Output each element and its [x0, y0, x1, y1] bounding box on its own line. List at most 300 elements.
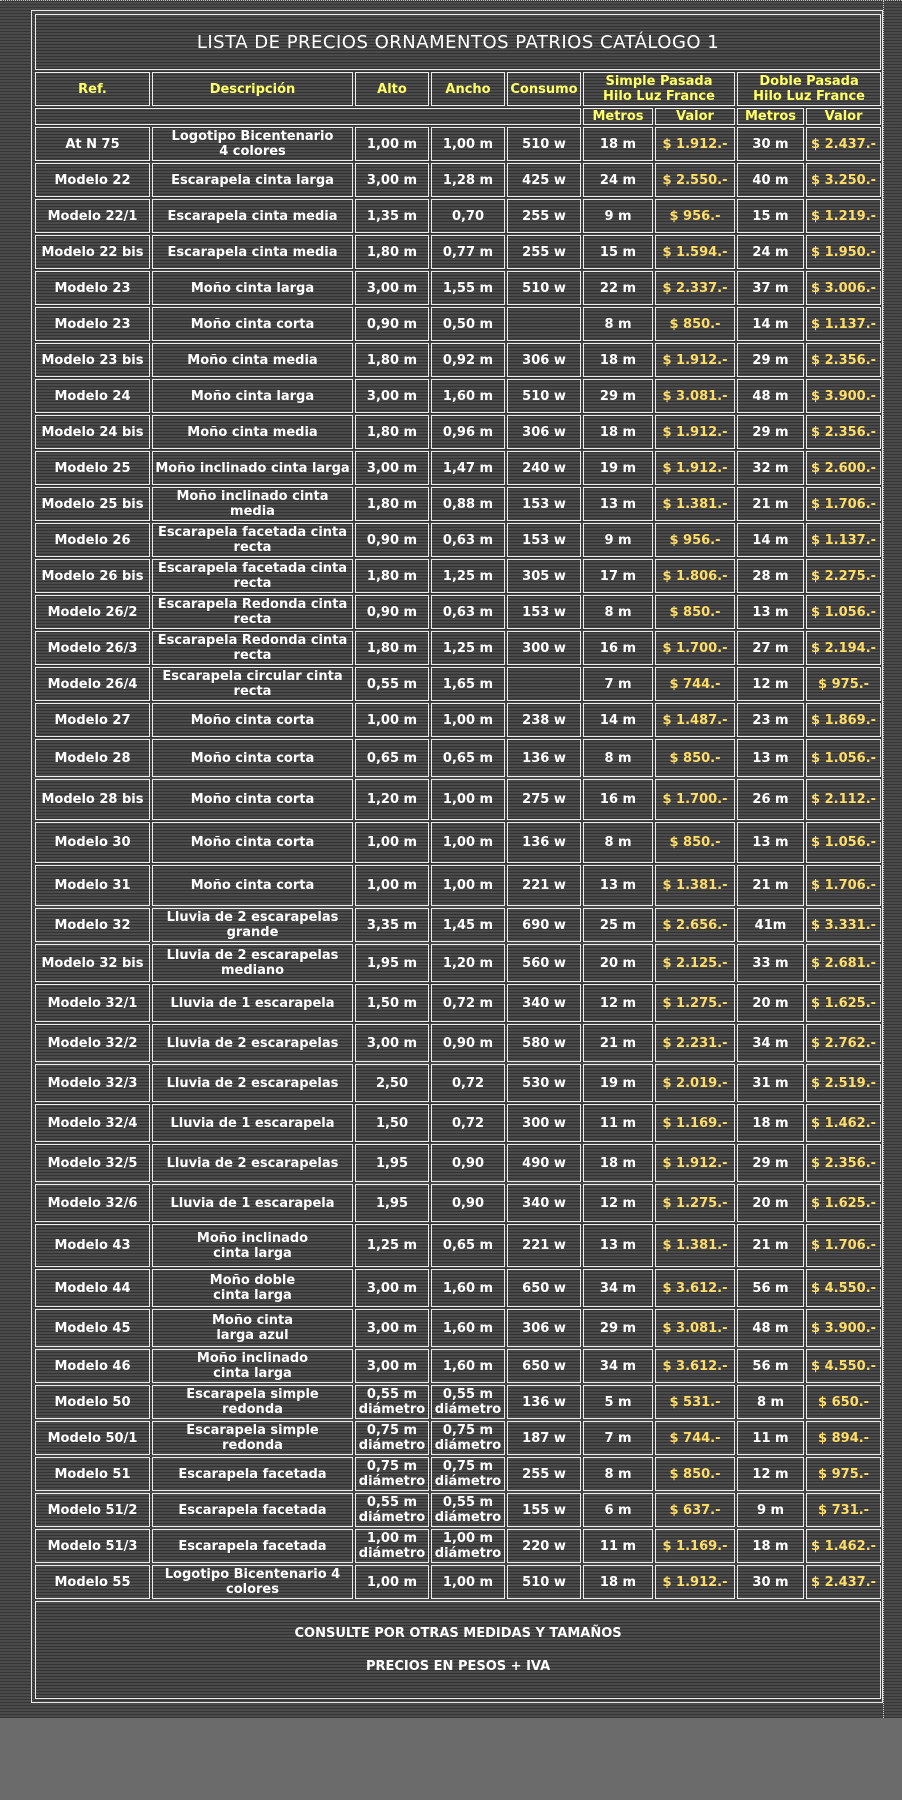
col-doble-metros-text: 26 m: [752, 792, 789, 807]
col-descripcion-text: Logotipo Bicentenario: [171, 129, 334, 144]
col-doble-valor-text: $ 4.550.-: [811, 1280, 877, 1296]
col-ref: [35, 1421, 150, 1455]
col-doble-valor-text: $ 2.519.-: [811, 1075, 877, 1091]
col-alto: [355, 779, 429, 820]
col-ref: [35, 595, 150, 629]
table-row: [35, 343, 881, 377]
col-simple-valor-text: $ 2.019.-: [662, 1075, 728, 1091]
col-descripcion-text: Escarapela cinta media: [167, 244, 338, 260]
col-descripcion-text: Moño inclinado cinta media: [176, 489, 329, 519]
col-ancho-text: 0,63 m: [442, 532, 494, 548]
header-ref: Ref.: [35, 72, 150, 106]
col-ancho-text: 0,96 m: [442, 424, 494, 440]
col-descripcion: [152, 343, 353, 377]
col-doble-valor: [806, 199, 881, 233]
col-alto: [355, 908, 429, 942]
col-alto-text: 1,00 m: [366, 136, 418, 152]
col-doble-valor-text: $ 2.194.-: [811, 640, 877, 656]
col-ref-text: Modelo 32/1: [47, 995, 138, 1011]
col-ancho: [431, 779, 505, 820]
col-consumo: [507, 631, 581, 665]
col-alto: [355, 523, 429, 557]
col-consumo: [507, 1349, 581, 1383]
col-ref: [35, 1309, 150, 1347]
col-doble-metros: [737, 667, 804, 701]
col-simple-metros-text: 18 m: [599, 424, 637, 440]
col-doble-valor: [806, 343, 881, 377]
col-ancho: [431, 523, 505, 557]
col-simple-valor-text: $ 531.-: [669, 1394, 721, 1410]
table-row: [35, 865, 881, 906]
col-doble-valor-text: $ 1.625.-: [811, 1195, 877, 1211]
col-doble-valor-text: $ 1.869.-: [811, 712, 877, 728]
col-simple-valor: [655, 631, 735, 665]
col-simple-valor: [655, 1064, 735, 1102]
col-alto: [355, 1024, 429, 1062]
col-doble-valor-text: $ 650.-: [818, 1394, 870, 1410]
col-simple-metros-text: 19 m: [599, 460, 637, 476]
col-descripcion-text: recta: [233, 612, 272, 627]
col-simple-metros-text: 7 m: [604, 676, 632, 692]
col-simple-metros: [583, 1385, 653, 1419]
col-doble-metros: [737, 822, 804, 863]
col-descripcion-text: Escarapela facetada cinta: [157, 561, 348, 576]
col-simple-valor-text: $ 1.806.-: [662, 568, 728, 584]
table-row: [35, 595, 881, 629]
col-alto-text: 3,00 m: [366, 388, 418, 404]
col-alto-text: 0,65 m: [366, 750, 418, 766]
col-ancho-text: 0,90: [451, 1155, 485, 1171]
col-doble-valor-text: $ 2.437.-: [811, 136, 877, 152]
col-simple-valor-text: $ 1.487.-: [662, 712, 728, 728]
col-simple-valor-text: $ 850.-: [669, 750, 721, 766]
col-doble-metros: [737, 1104, 804, 1142]
col-doble-valor: [806, 127, 881, 161]
col-alto: [355, 1064, 429, 1102]
col-simple-valor-text: $ 1.381.-: [662, 496, 728, 512]
col-simple-metros: [583, 415, 653, 449]
col-doble-metros-text: 29 m: [752, 352, 789, 368]
col-descripcion: [152, 703, 353, 737]
col-doble-valor: [806, 235, 881, 269]
table-row: [35, 415, 881, 449]
col-ref: [35, 343, 150, 377]
col-consumo-text: 153 w: [522, 604, 566, 620]
col-descripcion: [152, 1385, 353, 1419]
col-doble-valor: [806, 703, 881, 737]
col-descripcion-text: Escarapela circular cinta recta: [162, 669, 343, 699]
table-row: [35, 1144, 881, 1182]
col-ref: [35, 1224, 150, 1267]
col-simple-valor-text: $ 2.231.-: [662, 1035, 728, 1051]
col-ref: [35, 559, 150, 593]
col-simple-metros: [583, 1024, 653, 1062]
col-doble-metros: [737, 379, 804, 413]
col-simple-metros-text: 8 m: [604, 835, 632, 850]
col-doble-valor: [806, 631, 881, 665]
col-alto: [355, 343, 429, 377]
col-doble-valor: [806, 1104, 881, 1142]
col-ref: [35, 1064, 150, 1102]
col-alto: [355, 1349, 429, 1383]
col-simple-valor: [655, 822, 735, 863]
col-alto-text: 1,25 m: [366, 1238, 418, 1253]
col-ancho: [431, 1349, 505, 1383]
col-doble-valor: [806, 1024, 881, 1062]
col-ancho-text: 0,55 m: [442, 1387, 494, 1402]
col-consumo-text: 275 w: [522, 792, 566, 807]
col-alto-text: 0,55 m: [366, 676, 418, 692]
col-ancho: [431, 1104, 505, 1142]
col-simple-metros: [583, 199, 653, 233]
col-simple-valor-text: $ 2.550.-: [662, 172, 728, 188]
footer-notes: [35, 1601, 881, 1699]
col-alto: [355, 667, 429, 701]
col-simple-metros-text: 5 m: [604, 1394, 632, 1410]
col-doble-valor: [806, 667, 881, 701]
col-alto: [355, 1421, 429, 1455]
col-ancho: [431, 1565, 505, 1599]
col-simple-valor: [655, 343, 735, 377]
col-descripcion: [152, 199, 353, 233]
col-simple-metros-text: 24 m: [599, 172, 637, 188]
col-simple-valor: [655, 1385, 735, 1419]
table-row: [35, 379, 881, 413]
col-consumo-text: 690 w: [522, 917, 566, 933]
col-descripcion-text: recta: [233, 540, 272, 555]
col-simple-valor-text: $ 1.912.-: [662, 460, 728, 476]
col-doble-metros-text: 12 m: [752, 676, 789, 692]
col-consumo-text: 300 w: [522, 1115, 566, 1131]
col-consumo: [507, 307, 581, 341]
col-simple-valor: [655, 1457, 735, 1491]
table-row: [35, 1184, 881, 1222]
col-doble-metros-text: 15 m: [752, 208, 789, 224]
col-alto-text: 1,80 m: [366, 424, 418, 440]
col-ref-text: Modelo 51/2: [47, 1502, 138, 1518]
col-ancho-text: diámetro: [434, 1402, 502, 1417]
col-consumo-text: 510 w: [522, 280, 566, 296]
col-simple-valor-text: $ 3.612.-: [662, 1358, 728, 1374]
col-ref: [35, 703, 150, 737]
col-ancho: [431, 1224, 505, 1267]
col-alto-text: 1,50: [375, 1115, 409, 1131]
col-consumo: [507, 451, 581, 485]
col-consumo-text: 650 w: [522, 1358, 566, 1374]
col-ref: [35, 1565, 150, 1599]
col-alto-text: 1,80 m: [366, 496, 418, 512]
col-simple-valor-text: $ 2.337.-: [662, 280, 728, 296]
col-alto: [355, 595, 429, 629]
table-row: [35, 1529, 881, 1563]
col-simple-metros: [583, 1529, 653, 1563]
col-simple-valor-text: $ 1.700.-: [662, 640, 728, 656]
col-ancho-text: 0,90: [451, 1195, 485, 1211]
col-ancho: [431, 739, 505, 777]
col-consumo-text: 306 w: [522, 424, 566, 440]
col-ancho: [431, 343, 505, 377]
header-simple-pasada: [583, 72, 735, 106]
col-doble-metros: [737, 1565, 804, 1599]
col-ref-text: Modelo 26/3: [47, 640, 138, 656]
col-descripcion: [152, 908, 353, 942]
col-descripcion-text: Escarapela facetada: [178, 1502, 327, 1518]
col-ref: [35, 415, 150, 449]
col-alto-text: 1,80 m: [366, 568, 418, 584]
col-alto-text: diámetro: [358, 1402, 426, 1417]
col-consumo: [507, 127, 581, 161]
col-doble-valor: [806, 1184, 881, 1222]
col-simple-valor-text: $ 3.081.-: [662, 388, 728, 404]
col-doble-metros: [737, 908, 804, 942]
title-row: [35, 14, 881, 70]
col-doble-valor-text: $ 1.137.-: [811, 316, 877, 332]
page-title: LISTA DE PRECIOS ORNAMENTOS PATRIOS CATÁLOGO 1: [35, 14, 881, 70]
col-descripcion-text: Moño cinta media: [187, 424, 318, 440]
col-ancho-text: 1,00 m: [442, 878, 494, 893]
col-doble-metros-text: 18 m: [752, 1115, 789, 1131]
subheader-row: [35, 108, 881, 125]
col-doble-valor-text: $ 1.625.-: [811, 995, 877, 1011]
col-descripcion-text: grande: [226, 925, 279, 940]
header-doble-valor: Valor: [806, 108, 881, 125]
col-ancho-text: 0,75 m: [442, 1423, 494, 1438]
col-consumo-text: 510 w: [522, 388, 566, 404]
col-alto: [355, 1565, 429, 1599]
col-ancho-text: 1,60 m: [442, 1320, 494, 1336]
col-doble-metros: [737, 559, 804, 593]
col-alto: [355, 1144, 429, 1182]
table-row: [35, 163, 881, 197]
col-simple-valor: [655, 451, 735, 485]
col-ref-text: Modelo 23: [54, 316, 131, 332]
col-ancho-text: 1,28 m: [442, 172, 494, 188]
table-row: [35, 822, 881, 863]
table-row: [35, 307, 881, 341]
col-doble-metros-text: 18 m: [752, 1538, 789, 1554]
col-consumo: [507, 703, 581, 737]
col-descripcion-text: larga azul: [216, 1328, 289, 1343]
col-simple-valor: [655, 1565, 735, 1599]
col-ancho-text: 1,00 m: [442, 136, 494, 152]
table-row: [35, 487, 881, 521]
col-simple-valor: [655, 865, 735, 906]
col-doble-metros-text: 56 m: [752, 1280, 789, 1296]
col-doble-valor-text: $ 2.275.-: [811, 568, 877, 584]
col-ancho-text: 1,00 m: [442, 1531, 494, 1546]
col-doble-metros-text: 21 m: [752, 1238, 789, 1253]
col-simple-metros: [583, 379, 653, 413]
col-doble-metros-text: 9 m: [756, 1502, 785, 1518]
col-simple-valor: [655, 379, 735, 413]
col-consumo-text: 187 w: [522, 1430, 566, 1446]
col-simple-valor-text: $ 1.169.-: [662, 1538, 728, 1554]
col-simple-metros-text: 13 m: [599, 496, 637, 512]
col-consumo: [507, 944, 581, 982]
col-doble-valor-text: $ 2.437.-: [811, 1574, 877, 1590]
col-ref: [35, 739, 150, 777]
col-consumo: [507, 1024, 581, 1062]
col-consumo-text: 490 w: [522, 1155, 566, 1171]
col-doble-valor: [806, 779, 881, 820]
col-ref-text: Modelo 28 bis: [41, 792, 144, 807]
col-descripcion: [152, 1309, 353, 1347]
col-simple-metros: [583, 1104, 653, 1142]
col-doble-metros-text: 20 m: [752, 1195, 789, 1211]
col-ancho: [431, 307, 505, 341]
col-descripcion-text: Moño cinta corta: [190, 316, 315, 332]
col-descripcion-text: mediano: [220, 963, 285, 978]
col-alto: [355, 703, 429, 737]
col-simple-metros: [583, 1349, 653, 1383]
col-simple-metros-text: 8 m: [604, 316, 632, 332]
col-alto-text: 1,20 m: [366, 792, 418, 807]
col-ref: [35, 163, 150, 197]
col-doble-metros-text: 20 m: [752, 995, 789, 1011]
col-simple-metros-text: 9 m: [604, 208, 632, 224]
col-doble-metros: [737, 451, 804, 485]
col-doble-metros-text: 13 m: [752, 835, 789, 850]
col-ref: [35, 822, 150, 863]
col-simple-metros-text: 11 m: [599, 1115, 637, 1131]
col-simple-metros: [583, 984, 653, 1022]
table-row: [35, 779, 881, 820]
col-ref-text: Modelo 32/2: [47, 1035, 138, 1051]
col-simple-valor-text: $ 3.612.-: [662, 1280, 728, 1296]
col-simple-metros-text: 22 m: [599, 280, 637, 296]
col-ancho-text: 0,90 m: [442, 1035, 494, 1051]
col-simple-valor: [655, 1184, 735, 1222]
col-descripcion: [152, 822, 353, 863]
col-doble-metros-text: 14 m: [752, 532, 789, 548]
col-simple-valor-text: $ 1.275.-: [662, 995, 728, 1011]
col-simple-valor-text: $ 637.-: [669, 1502, 721, 1518]
col-descripcion-text: Moño cinta corta: [190, 712, 315, 728]
col-ref-text: Modelo 24 bis: [41, 424, 144, 440]
col-descripcion-text: Escarapela cinta larga: [171, 172, 334, 188]
col-ref: [35, 1385, 150, 1419]
col-consumo: [507, 235, 581, 269]
col-ancho-text: 1,00 m: [442, 712, 494, 728]
col-descripcion: [152, 1421, 353, 1455]
col-ancho: [431, 1064, 505, 1102]
col-alto: [355, 1184, 429, 1222]
col-ref: [35, 1184, 150, 1222]
col-consumo-text: 255 w: [522, 208, 566, 224]
col-simple-valor-text: $ 1.912.-: [662, 1155, 728, 1171]
col-doble-metros-text: 21 m: [752, 878, 789, 893]
col-consumo: [507, 1104, 581, 1142]
col-descripcion: [152, 739, 353, 777]
col-consumo-text: 136 w: [522, 750, 566, 766]
col-simple-metros: [583, 1421, 653, 1455]
col-doble-metros-text: 23 m: [752, 712, 789, 728]
col-doble-metros-text: 12 m: [752, 1466, 789, 1482]
col-ref-text: Modelo 55: [54, 1574, 131, 1590]
col-ancho: [431, 944, 505, 982]
table-row: [35, 984, 881, 1022]
col-consumo: [507, 1529, 581, 1563]
col-simple-metros-text: 12 m: [599, 1195, 637, 1211]
col-doble-metros-text: 28 m: [752, 568, 789, 584]
col-ref: [35, 908, 150, 942]
table-row: [35, 1309, 881, 1347]
col-simple-metros-text: 6 m: [604, 1502, 632, 1518]
col-doble-valor-text: $ 1.706.-: [811, 496, 877, 512]
col-descripcion: [152, 1493, 353, 1527]
col-ref: [35, 235, 150, 269]
table-row: [35, 559, 881, 593]
col-ref-text: Modelo 22: [54, 172, 131, 188]
col-doble-valor: [806, 523, 881, 557]
col-descripcion-text: Lluvia de 2 escarapelas: [166, 910, 339, 925]
col-doble-metros-text: 56 m: [752, 1358, 789, 1374]
col-descripcion: [152, 451, 353, 485]
col-simple-valor: [655, 779, 735, 820]
col-simple-metros: [583, 779, 653, 820]
col-doble-valor-text: $ 2.356.-: [811, 352, 877, 368]
col-alto: [355, 271, 429, 305]
subheader-spacer: [35, 108, 581, 125]
col-alto: [355, 163, 429, 197]
col-descripcion-text: Moño cinta media: [187, 352, 318, 368]
col-ref: [35, 1457, 150, 1491]
col-ancho: [431, 271, 505, 305]
col-ancho: [431, 1493, 505, 1527]
col-simple-metros-text: 18 m: [599, 352, 637, 368]
col-ancho: [431, 1529, 505, 1563]
col-descripcion-text: Moño cinta corta: [190, 750, 315, 766]
col-simple-valor: [655, 984, 735, 1022]
col-ref: [35, 451, 150, 485]
col-ancho: [431, 908, 505, 942]
col-ancho-text: 1,60 m: [442, 1280, 494, 1296]
col-doble-valor: [806, 1064, 881, 1102]
col-descripcion-text: Moño cinta corta: [190, 792, 315, 807]
col-descripcion-text: Moño cinta corta: [190, 878, 315, 893]
col-consumo: [507, 984, 581, 1022]
col-consumo: [507, 779, 581, 820]
table-row: [35, 739, 881, 777]
col-alto: [355, 127, 429, 161]
col-descripcion-text: Moño doble: [209, 1273, 296, 1288]
col-alto: [355, 1309, 429, 1347]
header-simple-valor: Valor: [655, 108, 735, 125]
col-ancho: [431, 984, 505, 1022]
col-ancho: [431, 631, 505, 665]
col-ancho-text: 1,00 m: [442, 1574, 494, 1590]
col-alto: [355, 865, 429, 906]
col-simple-valor-text: $ 850.-: [669, 835, 721, 850]
col-descripcion: [152, 379, 353, 413]
col-descripcion-text: recta: [233, 576, 272, 591]
col-ref: [35, 523, 150, 557]
table-row: [35, 631, 881, 665]
col-simple-metros-text: 12 m: [599, 995, 637, 1011]
col-ancho-text: 0,63 m: [442, 604, 494, 620]
col-doble-metros-text: 34 m: [752, 1035, 789, 1051]
col-simple-metros-text: 19 m: [599, 1075, 637, 1091]
col-ancho-text: 1,60 m: [442, 1358, 494, 1374]
col-ref: [35, 1493, 150, 1527]
col-consumo: [507, 1184, 581, 1222]
col-consumo-text: 305 w: [522, 568, 566, 584]
col-ref: [35, 1529, 150, 1563]
col-doble-metros: [737, 739, 804, 777]
col-consumo-text: 340 w: [522, 995, 566, 1011]
col-simple-valor-text: $ 1.700.-: [662, 792, 728, 807]
col-simple-metros: [583, 944, 653, 982]
